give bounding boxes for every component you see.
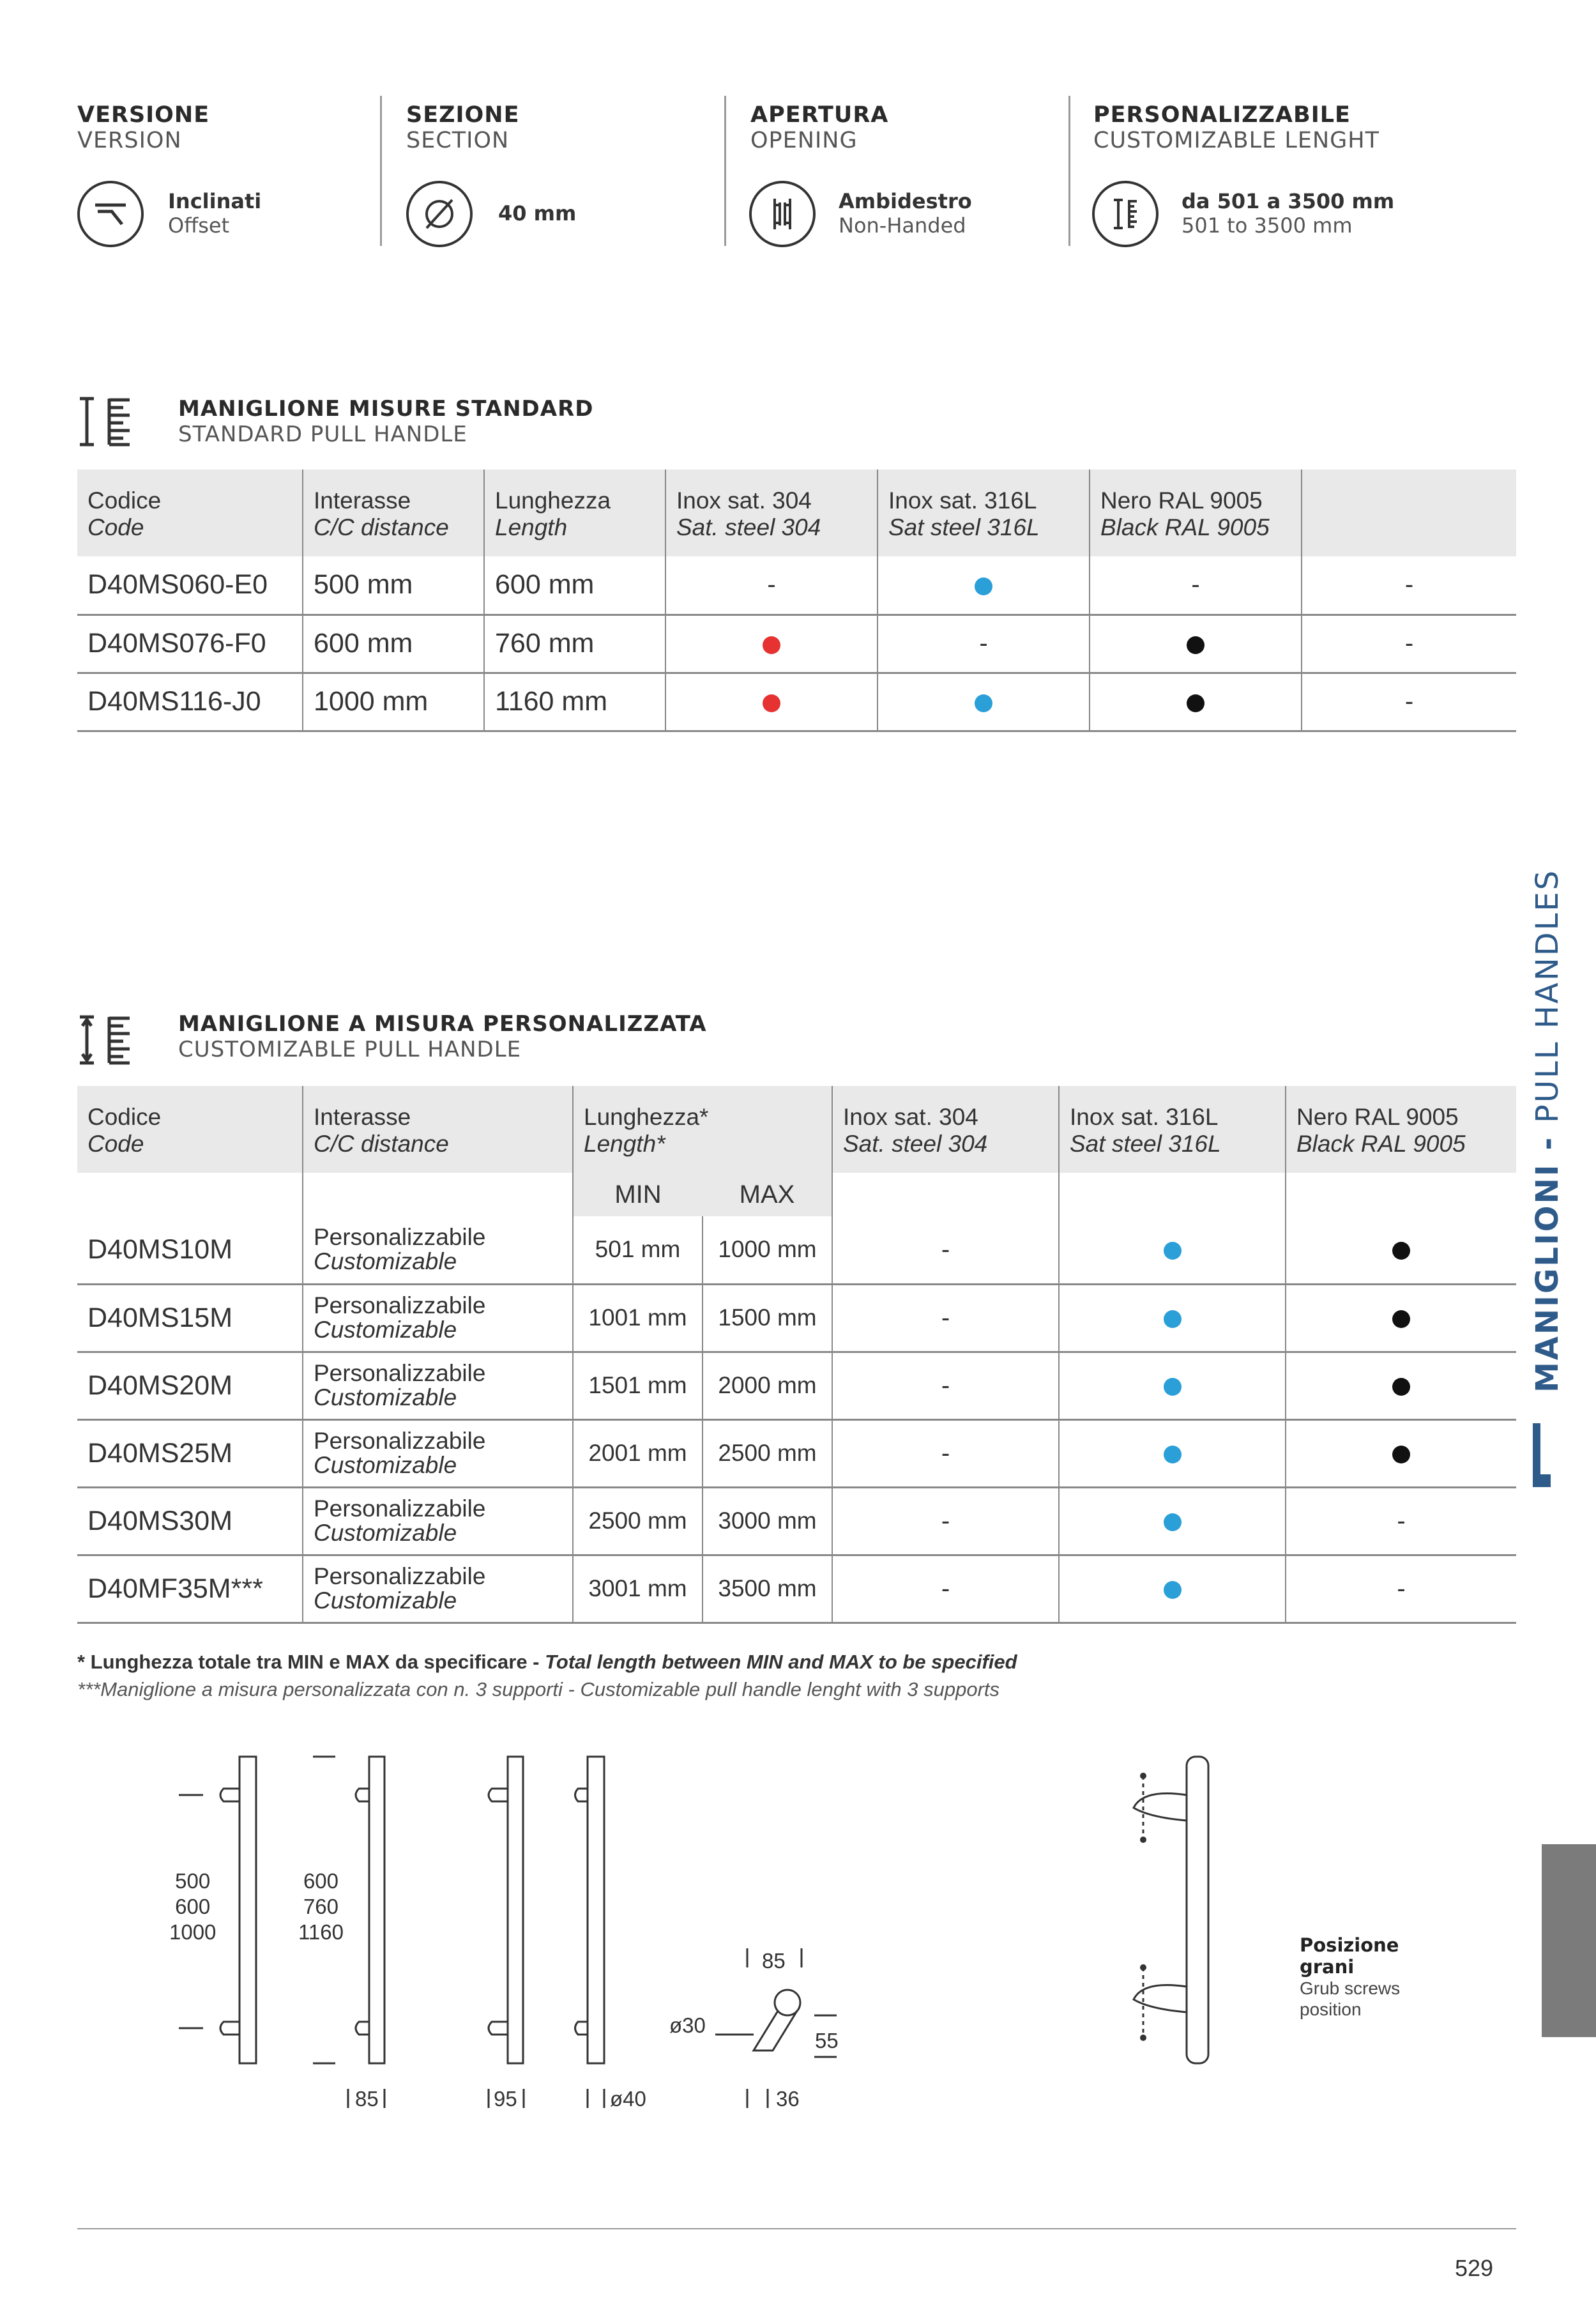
- max-cell: 2500 mm: [703, 1419, 832, 1487]
- code-cell: D40MS116-J0: [77, 673, 303, 731]
- col-header: Codice Code: [77, 1086, 303, 1173]
- feature-version-value: [168, 189, 261, 238]
- black-dot: [1187, 636, 1205, 654]
- cc-cell: Personalizzabile Customizable: [303, 1419, 573, 1487]
- feature-version: [77, 102, 209, 153]
- offset-handle-icon: [77, 181, 144, 247]
- blue-dot: [975, 694, 992, 712]
- feature-opening-value: [839, 189, 972, 238]
- table-row: [77, 615, 1516, 673]
- dash-cell: -: [1286, 1487, 1516, 1555]
- min-cell: 501 mm: [573, 1216, 703, 1284]
- col-header: Lunghezza* Length*: [573, 1086, 832, 1173]
- feature-customizable: [1093, 102, 1379, 153]
- dim-55: 55: [815, 2029, 839, 2052]
- black-dot: [1392, 1310, 1410, 1328]
- feature-title: APERTURA: [750, 102, 889, 128]
- code-cell: D40MS10M: [77, 1216, 303, 1284]
- value-regular: 501 to 3500 mm: [1182, 213, 1353, 238]
- col-header: Nero RAL 9005 Black RAL 9005: [1286, 1086, 1516, 1173]
- cc-cell: 500 mm: [303, 556, 484, 615]
- table-row: [77, 1352, 1516, 1419]
- ruler-icon: [77, 396, 135, 450]
- dash-cell: -: [832, 1284, 1059, 1352]
- col-header-empty: [1302, 470, 1516, 556]
- section-subtitle: CUSTOMIZABLE PULL HANDLE: [178, 1037, 522, 1062]
- feature-title: PERSONALIZZABILE: [1093, 102, 1351, 128]
- table-row: [77, 673, 1516, 731]
- technical-drawing: [0, 1725, 1469, 2140]
- dot-cell: [1059, 1419, 1286, 1487]
- section-value: 40 mm: [498, 201, 577, 225]
- blue-dot: [1164, 1513, 1182, 1531]
- black-dot: [1392, 1378, 1410, 1396]
- dot-cell: [1286, 1284, 1516, 1352]
- red-dot: [763, 694, 780, 712]
- blue-dot: [1164, 1378, 1182, 1396]
- footer-rule: [77, 2228, 1516, 2229]
- grub-subtitle: Grub screws position: [1300, 1978, 1401, 2019]
- minmax-row: [77, 1173, 1516, 1216]
- dash-cell: -: [665, 556, 878, 615]
- grub-title: Posizione grani: [1300, 1934, 1399, 1978]
- dot-cell: [1059, 1284, 1286, 1352]
- section-title: MANIGLIONE A MISURA PERSONALIZZATA: [178, 1011, 707, 1037]
- black-dot: [1392, 1446, 1410, 1463]
- min-cell: 1001 mm: [573, 1284, 703, 1352]
- feature-subtitle: OPENING: [750, 128, 858, 153]
- standard-table: [77, 470, 1516, 732]
- value-bold: Ambidestro: [839, 189, 972, 213]
- dim-36: 36: [776, 2087, 800, 2111]
- max-cell: 1500 mm: [703, 1284, 832, 1352]
- code-cell: D40MS25M: [77, 1419, 303, 1487]
- length-cell: 1160 mm: [484, 673, 665, 731]
- length-cell: 760 mm: [484, 615, 665, 673]
- code-cell: D40MS076-F0: [77, 615, 303, 673]
- dot-cell: [1059, 1216, 1286, 1284]
- feature-customizable-value: [1182, 189, 1394, 238]
- cc-cell: Personalizzabile Customizable: [303, 1216, 573, 1284]
- cc-cell: Personalizzabile Customizable: [303, 1284, 573, 1352]
- custom-table-body: [77, 1216, 1516, 1624]
- code-cell: D40MS15M: [77, 1284, 303, 1352]
- code-cell: D40MS060-E0: [77, 556, 303, 615]
- cc-cell: Personalizzabile Customizable: [303, 1487, 573, 1555]
- table-header-row: [77, 1086, 1516, 1173]
- feature-subtitle: VERSION: [77, 128, 182, 153]
- dim-95: 95: [494, 2087, 517, 2111]
- min-cell: 3001 mm: [573, 1555, 703, 1623]
- table-row: [77, 1284, 1516, 1352]
- code-cell: D40MF35M***: [77, 1555, 303, 1623]
- dot-cell: [1059, 1352, 1286, 1419]
- section-title: MANIGLIONE MISURE STANDARD: [178, 396, 594, 422]
- cc-values: 500 600 1000: [169, 1869, 217, 1944]
- black-dot: [1187, 694, 1205, 712]
- black-dot: [1392, 1242, 1410, 1260]
- custom-table: [77, 1086, 1516, 1216]
- dot-cell: [1286, 1419, 1516, 1487]
- dot-cell: [878, 556, 1090, 615]
- max-label: MAX: [703, 1173, 832, 1216]
- dash-cell: -: [832, 1216, 1059, 1284]
- dot-cell: [1286, 1352, 1516, 1419]
- col-header: Nero RAL 9005 Black RAL 9005: [1090, 470, 1302, 556]
- page-number: 529: [1455, 2255, 1494, 2281]
- max-cell: 3000 mm: [703, 1487, 832, 1555]
- red-dot: [763, 636, 780, 654]
- note-line-2: ***Maniglione a misura personalizzata con n. 3 supporti - Customizable pull handle lenght with 3 supports: [77, 1678, 1000, 1700]
- col-header: Codice Code: [77, 470, 303, 556]
- grey-tab: [1542, 1844, 1596, 2037]
- section-subtitle: STANDARD PULL HANDLE: [178, 422, 467, 447]
- col-header: Inox sat. 304 Sat. steel 304: [832, 1086, 1059, 1173]
- col-header: Interasse C/C distance: [303, 470, 484, 556]
- table-header-row: [77, 470, 1516, 556]
- side-label: MANIGLIONI - PULL HANDLES: [1530, 868, 1565, 1393]
- col-header: Inox sat. 316L Sat steel 316L: [878, 470, 1090, 556]
- dot-cell: [878, 673, 1090, 731]
- dash-cell: -: [1302, 615, 1516, 673]
- standard-heading: [178, 396, 593, 447]
- min-cell: 1501 mm: [573, 1352, 703, 1419]
- blue-dot: [975, 577, 992, 595]
- dot-cell: [1090, 673, 1302, 731]
- min-cell: 2001 mm: [573, 1419, 703, 1487]
- feature-subtitle: SECTION: [406, 128, 510, 153]
- col-header: Interasse C/C distance: [303, 1086, 573, 1173]
- feature-title: SEZIONE: [406, 102, 520, 128]
- table-row: [77, 556, 1516, 615]
- dash-cell: -: [832, 1419, 1059, 1487]
- feature-opening: [750, 102, 888, 153]
- double-handle-icon: [749, 181, 816, 247]
- diameter-icon: [406, 181, 473, 247]
- value-regular: Non-Handed: [839, 213, 966, 238]
- blue-dot: [1164, 1310, 1182, 1328]
- dot-cell: [1059, 1487, 1286, 1555]
- col-header: Lunghezza Length: [484, 470, 665, 556]
- divider: [1068, 96, 1070, 246]
- min-label: MIN: [573, 1173, 703, 1216]
- length-ruler-icon: [1092, 181, 1159, 247]
- dot-cell: [665, 615, 878, 673]
- feature-subtitle: CUSTOMIZABLE LENGHT: [1093, 128, 1380, 153]
- dash-cell: -: [1302, 556, 1516, 615]
- code-cell: D40MS20M: [77, 1352, 303, 1419]
- dim-85: 85: [355, 2087, 379, 2111]
- dot-cell: [1059, 1555, 1286, 1623]
- length-values: 600 760 1160: [298, 1869, 344, 1944]
- dash-cell: -: [832, 1487, 1059, 1555]
- code-cell: D40MS30M: [77, 1487, 303, 1555]
- dim-40: ø40: [610, 2087, 646, 2111]
- max-cell: 3500 mm: [703, 1555, 832, 1623]
- blue-dot: [1164, 1581, 1182, 1599]
- value-regular: Offset: [168, 213, 230, 238]
- dim-30: ø30: [669, 2013, 706, 2037]
- dim-85b: 85: [762, 1949, 786, 1973]
- cc-cell: 1000 mm: [303, 673, 484, 731]
- table-row: [77, 1487, 1516, 1555]
- dash-cell: -: [1286, 1555, 1516, 1623]
- min-cell: 2500 mm: [573, 1487, 703, 1555]
- dash-cell: -: [1090, 556, 1302, 615]
- dot-cell: [1286, 1216, 1516, 1284]
- table-row: [77, 1216, 1516, 1284]
- blue-dot: [1164, 1446, 1182, 1463]
- divider: [380, 96, 382, 246]
- note-line-1: * Lunghezza totale tra MIN e MAX da specificare - Total length between MIN and MAX to be specified: [77, 1651, 1017, 1673]
- max-cell: 1000 mm: [703, 1216, 832, 1284]
- value-bold: da 501 a 3500 mm: [1182, 189, 1395, 213]
- cc-cell: 600 mm: [303, 615, 484, 673]
- col-header: Inox sat. 304 Sat. steel 304: [665, 470, 878, 556]
- dash-cell: -: [1302, 673, 1516, 731]
- dot-cell: [1090, 615, 1302, 673]
- value-bold: Inclinati: [168, 189, 262, 213]
- dash-cell: -: [832, 1352, 1059, 1419]
- dash-cell: -: [878, 615, 1090, 673]
- dot-cell: [665, 673, 878, 731]
- col-header: Inox sat. 316L Sat steel 316L: [1059, 1086, 1286, 1173]
- grub-screws-label: [1300, 1934, 1421, 2020]
- cc-cell: Personalizzabile Customizable: [303, 1555, 573, 1623]
- ruler-arrow-icon: [77, 1014, 135, 1069]
- table-row: [77, 1419, 1516, 1487]
- blue-dot: [1164, 1242, 1182, 1260]
- feature-section: [406, 102, 519, 153]
- length-cell: 600 mm: [484, 556, 665, 615]
- feature-title: VERSIONE: [77, 102, 210, 128]
- max-cell: 2000 mm: [703, 1352, 832, 1419]
- cc-cell: Personalizzabile Customizable: [303, 1352, 573, 1419]
- divider: [724, 96, 726, 246]
- side-logo-icon: [1528, 1423, 1553, 1490]
- table-row: [77, 1555, 1516, 1623]
- dash-cell: -: [832, 1555, 1059, 1623]
- custom-heading: [178, 1011, 707, 1062]
